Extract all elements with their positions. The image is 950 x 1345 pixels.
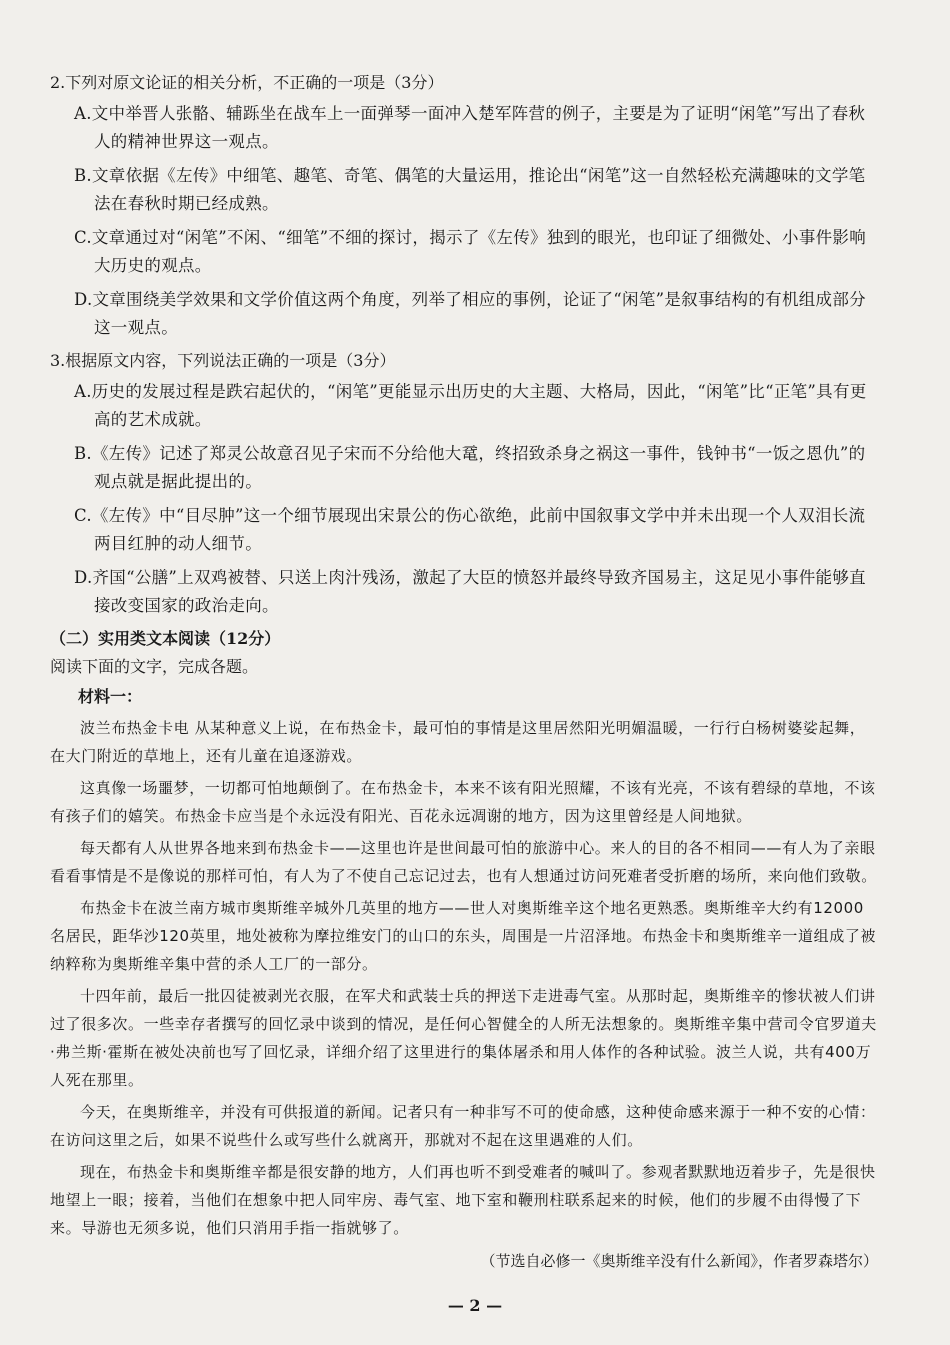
question-2-option-a: A.文中举晋人张骼、辅跞坐在战车上一面弹琴一面冲入楚军阵营的例子，主要是为了证明“闲笔”写出了春秋人的精神世界这一观点。 (74, 104, 866, 151)
question-3-stem: 3.根据原文内容，下列说法正确的一项是（3分） (50, 351, 396, 370)
article-source: （节选自必修一《奥斯维辛没有什么新闻》，作者罗森塔尔） (480, 1252, 878, 1270)
question-2-stem: 2.下列对原文论证的相关分析，不正确的一项是（3分） (50, 73, 444, 92)
question-2-option-d: D.文章围绕美学效果和文学价值这两个角度，列举了相应的事例，论证了“闲笔”是叙事结构的有机组成部分这一观点。 (74, 290, 866, 337)
article-paragraph-3: 每天都有人从世界各地来到布热金卡——这里也许是世间最可怕的旅游中心。来人的目的各不相同——有人为了亲眼看看事情是不是像说的那样可怕，有人为了不使自己忘记过去，也有人想通过访问死难者受折磨的场所，来向他们致敬。 (50, 839, 877, 885)
page-number: — 2 — (447, 1296, 503, 1315)
material-label: 材料一： (78, 687, 143, 706)
article-paragraph-7: 现在，布热金卡和奥斯维辛都是很安静的地方，人们再也听不到受难者的喊叫了。参观者默默地迈着步子，先是很快地望上一眼；接着，当他们在想象中把人同牢房、毒气室、地下室和鞭刑柱联系起来的时候，他们的步履不由得慢了下来。导游也无须多说，他们只消用手指一指就够了。 (50, 1163, 876, 1237)
question-3-option-c: C.《左传》中“目尽肿”这一个细节展现出宋景公的伤心欲绝，此前中国叙事文学中并未出现一个人双泪长流两目红肿的动人细节。 (74, 506, 866, 553)
question-2-option-b: B.文章依据《左传》中细笔、趣笔、奇笔、偶笔的大量运用，推论出“闲笔”这一自然轻松充满趣味的文学笔法在春秋时期已经成熟。 (74, 166, 866, 213)
article-paragraph-6: 今天，在奥斯维辛，并没有可供报道的新闻。记者只有一种非写不可的使命感，这种使命感来源于一种不安的心情：在访问这里之后，如果不说些什么或写些什么就离开，那就对不起在这里遇难的人们。 (50, 1103, 876, 1149)
section-instruction: 阅读下面的文字，完成各题。 (50, 657, 259, 676)
question-2-option-c: C.文章通过对“闲笔”不闲、“细笔”不细的探讨，揭示了《左传》独到的眼光，也印证了细微处、小事件影响大历史的观点。 (74, 228, 867, 275)
question-3-option-b: B.《左传》记述了郑灵公故意召见子宋而不分给他大鼋，终招致杀身之祸这一事件，钱钟书“一饭之恩仇”的观点就是据此提出的。 (74, 444, 866, 491)
question-3-option-d: D.齐国“公膳”上双鸡被替、只送上肉汁残汤，激起了大臣的愤怒并最终导致齐国易主，这足见小事件能够直接改变国家的政治走向。 (74, 568, 866, 615)
article-paragraph-4: 布热金卡在波兰南方城市奥斯维辛城外几英里的地方——世人对奥斯维辛这个地名更熟悉。奥斯维辛大约有12000名居民，距华沙120英里，地处被称为摩拉维安门的山口的东头，周围是一片沼泽地。布热金卡和奥斯维辛一道组成了被纳粹称为奥斯维辛集中营的杀人工厂的一部分。 (50, 899, 877, 973)
article-paragraph-2: 这真像一场噩梦，一切都可怕地颠倒了。在布热金卡，本来不该有阳光照耀，不该有光亮，不该有碧绿的草地，不该有孩子们的嬉笑。布热金卡应当是个永远没有阳光、百花永远凋谢的地方，因为这里曾经是人间地狱。 (50, 779, 876, 825)
section-title: （二）实用类文本阅读（12分） (50, 629, 281, 648)
article-paragraph-5: 十四年前，最后一批囚徒被剥光衣服，在军犬和武装士兵的押送下走进毒气室。从那时起，奥斯维辛的惨状被人们讲过了很多次。一些幸存者撰写的回忆录中谈到的情况，是任何心智健全的人所无法想象的。奥斯维辛集中营司令官罗道夫·弗兰斯·霍斯在被处决前也写了回忆录，详细介绍了这里进行的集体屠杀和用人体作的各种试验。波兰人说，共有400万人死在那里。 (50, 987, 877, 1089)
question-3-option-a: A.历史的发展过程是跌宕起伏的，“闲笔”更能显示出历史的大主题、大格局，因此，“闲笔”比“正笔”具有更高的艺术成就。 (74, 382, 867, 429)
article-paragraph-1: 波兰布热金卡电 从某种意义上说，在布热金卡，最可怕的事情是这里居然阳光明媚温暖，一行行白杨树婆娑起舞，在大门附近的草地上，还有儿童在追逐游戏。 (50, 719, 866, 765)
